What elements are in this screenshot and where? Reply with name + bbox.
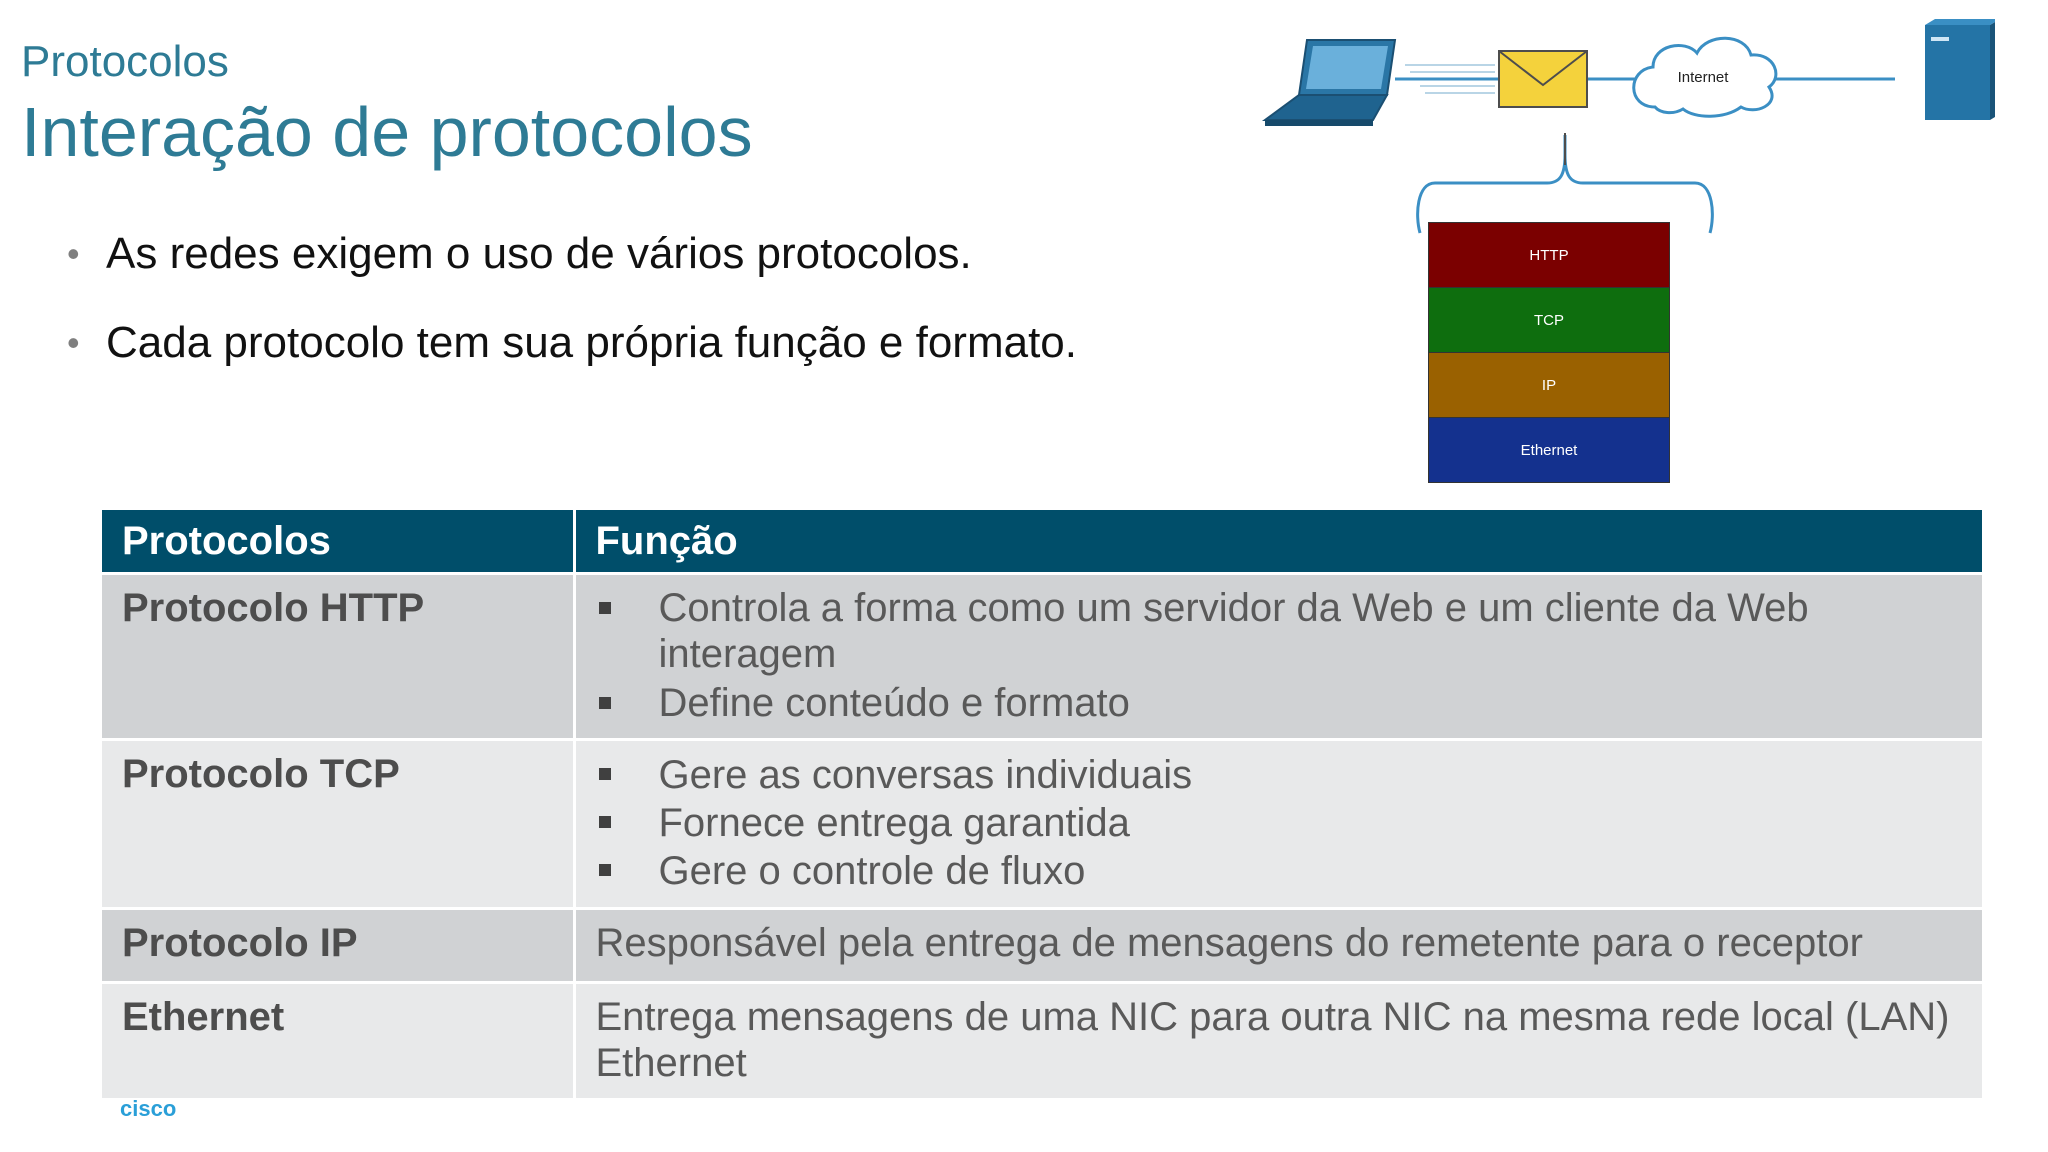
protocol-name: Protocolo TCP (102, 740, 574, 909)
laptop-icon (1265, 40, 1395, 126)
protocol-function (574, 740, 1982, 909)
column-header-function: Função (574, 510, 1982, 574)
bullet-item (64, 318, 1077, 367)
column-header-protocols: Protocolos (102, 510, 574, 574)
envelope-icon (1499, 51, 1587, 107)
protocol-name: Protocolo IP (102, 909, 574, 983)
bullet-text: Cada protocolo tem sua própria função e formato. (106, 318, 1077, 367)
table-row (102, 909, 1982, 983)
bullet-square-icon (599, 864, 611, 876)
function-item: Controla a forma como um servidor da Web e um cliente da Web interagem (596, 585, 1983, 677)
protocol-description: Responsável pela entrega de mensagens do remetente para o receptor (574, 909, 1982, 983)
bullet-dot-icon: • (67, 322, 80, 363)
function-item: Gere o controle de fluxo (596, 847, 1983, 895)
server-icon (1925, 19, 1995, 120)
protocol-function (574, 574, 1982, 740)
bullet-dot-icon: • (67, 233, 80, 274)
stack-layer-ethernet: Ethernet (1428, 418, 1670, 483)
bullet-square-icon (599, 697, 611, 709)
protocol-name: Ethernet (102, 983, 574, 1099)
bullet-item (64, 229, 1077, 278)
slide-title: Interação de protocolos (21, 93, 753, 171)
bullet-text: As redes exigem o uso de vários protocolos. (106, 229, 972, 278)
protocol-stack (1428, 222, 1670, 483)
stack-layer-tcp: TCP (1428, 288, 1670, 353)
stack-layer-ip: IP (1428, 353, 1670, 418)
protocol-table (102, 510, 1982, 1098)
table-header-row (102, 510, 1982, 574)
table-row (102, 740, 1982, 909)
table-row (102, 983, 1982, 1099)
cisco-logo: cisco (120, 1096, 177, 1121)
bullet-list (64, 229, 1077, 410)
function-item: Gere as conversas individuais (596, 751, 1983, 799)
protocol-description: Entrega mensagens de uma NIC para outra NIC na mesma rede local (LAN) Ethernet (574, 983, 1982, 1099)
bullet-square-icon (599, 816, 611, 828)
function-item: Fornece entrega garantida (596, 799, 1983, 847)
protocol-name: Protocolo HTTP (102, 574, 574, 740)
function-item: Define conteúdo e formato (596, 680, 1983, 726)
section-label: Protocolos (21, 37, 229, 86)
stack-layer-http: HTTP (1428, 222, 1670, 288)
bullet-square-icon (599, 602, 611, 614)
cloud-label: Internet (1677, 69, 1729, 86)
table-row (102, 574, 1982, 740)
internet-cloud-icon (1634, 38, 1776, 116)
bullet-square-icon (599, 768, 611, 780)
